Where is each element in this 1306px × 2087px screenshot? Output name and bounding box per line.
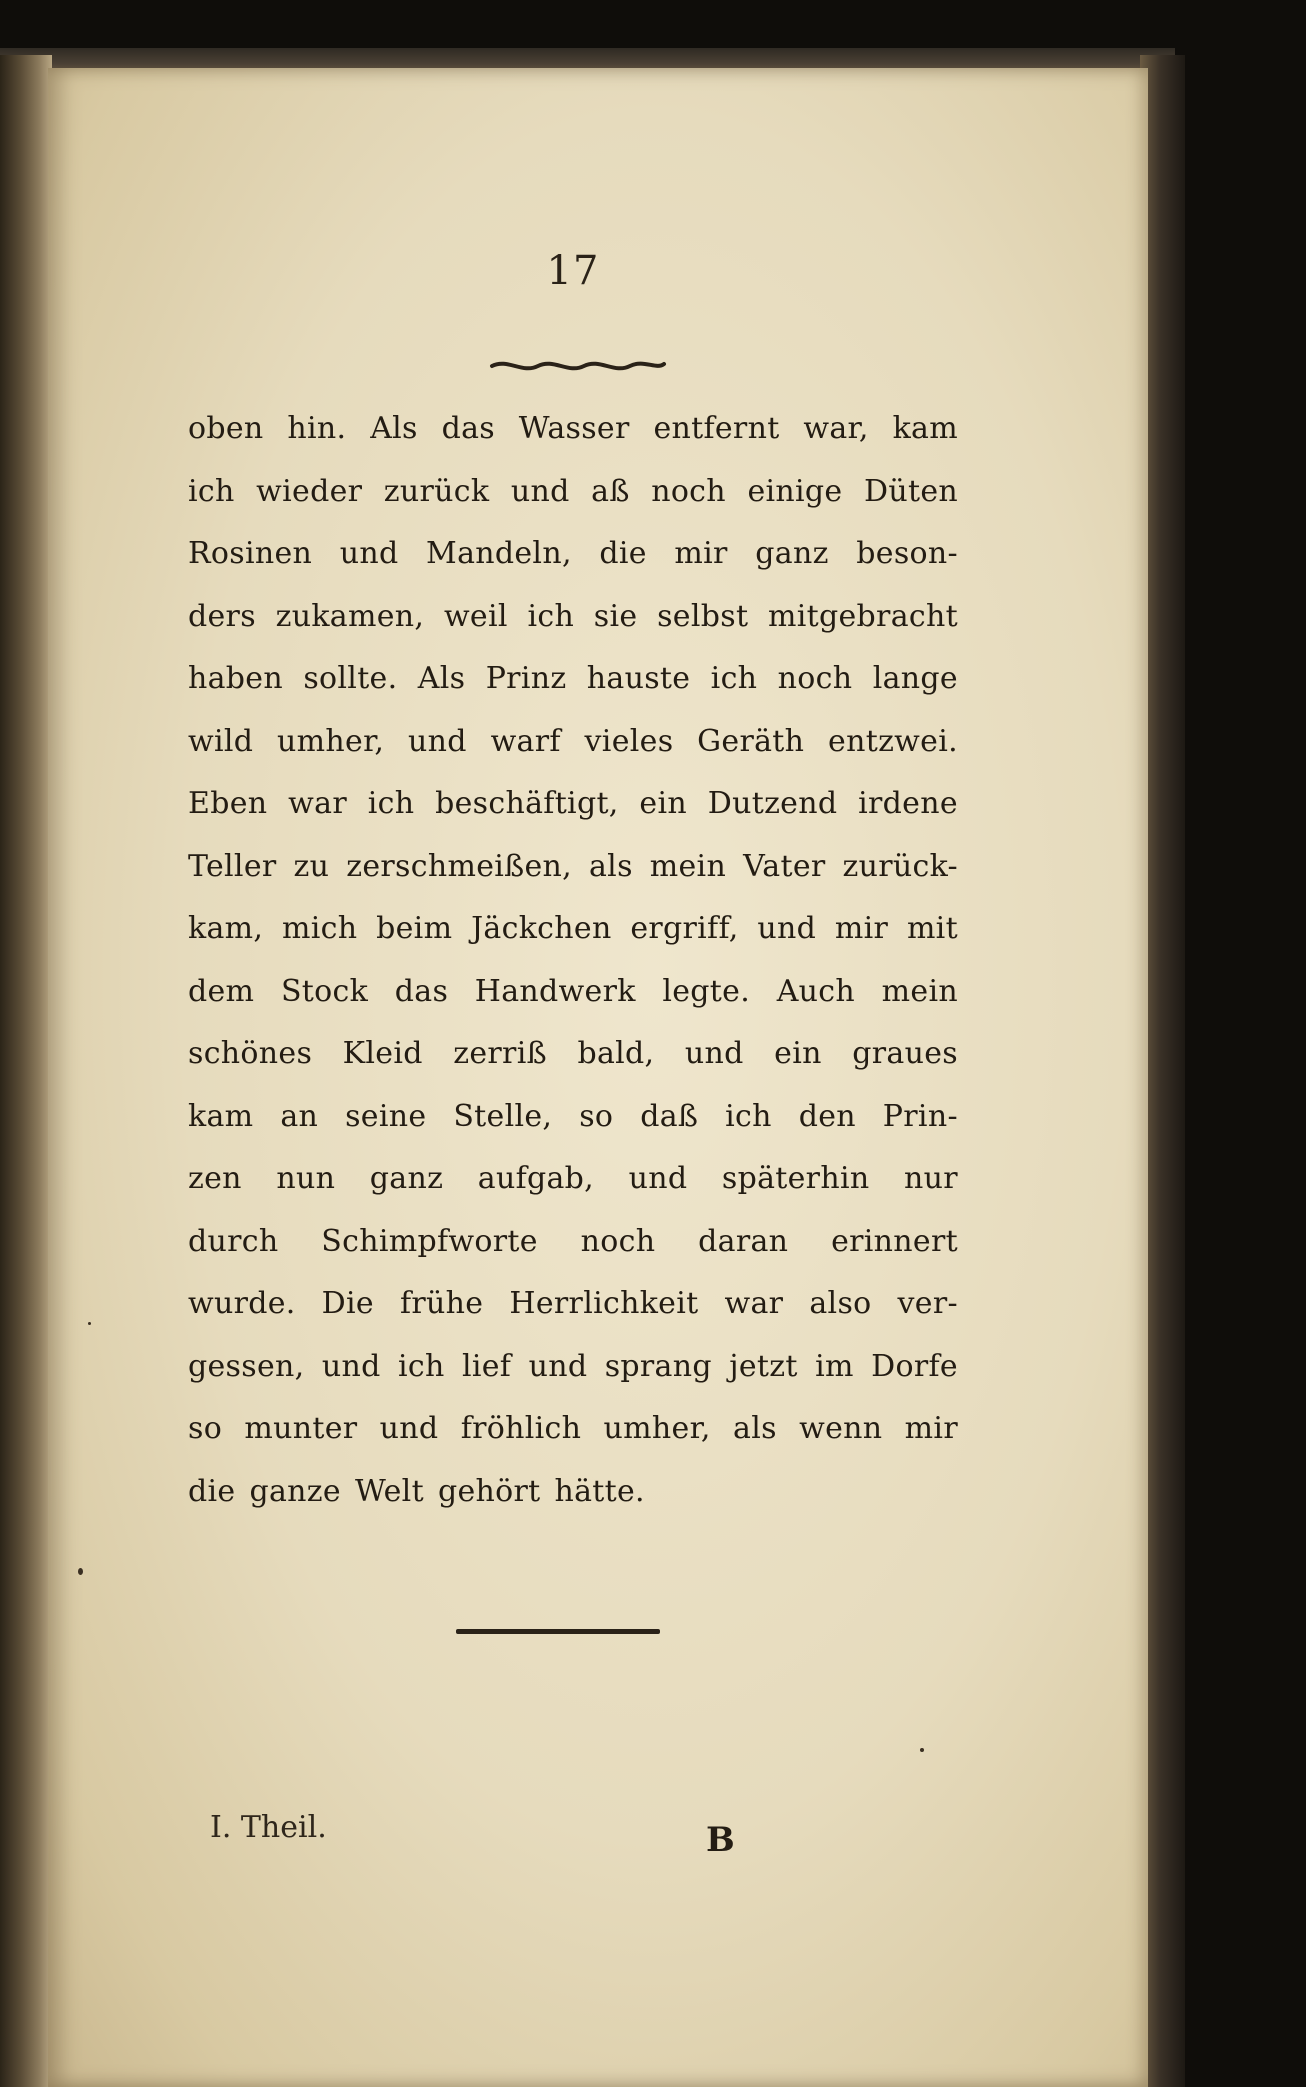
- text-word: Dutzend: [707, 786, 838, 821]
- text-word: gehört: [437, 1473, 541, 1509]
- text-word: umher,: [277, 723, 385, 759]
- text-line: [188, 1336, 958, 1399]
- text-word: aß: [591, 473, 630, 509]
- text-word: das: [394, 973, 449, 1009]
- text-word: sprang: [604, 1348, 712, 1384]
- text-line: [188, 898, 958, 961]
- text-line: [188, 961, 958, 1024]
- text-word: mir: [834, 911, 889, 946]
- text-word: mit: [906, 911, 958, 946]
- text-word: entfernt: [653, 411, 780, 446]
- text-word: ein: [774, 1036, 822, 1071]
- signature-mark: I. Theil.: [210, 1810, 327, 1845]
- text-word: ich: [710, 661, 758, 696]
- text-word: wild: [188, 723, 254, 759]
- text-word: hauste: [586, 661, 691, 696]
- text-word: noch: [777, 661, 853, 696]
- text-word: kam: [188, 1098, 254, 1134]
- text-word: Als: [370, 411, 418, 446]
- text-word: wenn: [799, 1411, 883, 1446]
- text-word: erinnert: [831, 1223, 958, 1259]
- section-rule: [456, 1629, 660, 1634]
- text-word: durch: [188, 1223, 279, 1259]
- text-word: hin.: [287, 411, 347, 446]
- text-word: Schimpfworte: [321, 1223, 538, 1259]
- text-line: [188, 836, 958, 899]
- text-word: sie: [593, 598, 638, 634]
- text-word: ich: [527, 598, 575, 634]
- body-text: [188, 398, 958, 1523]
- text-word: als: [588, 848, 633, 884]
- text-word: und: [528, 1348, 588, 1384]
- text-word: gessen,: [188, 1348, 305, 1384]
- text-word: und: [321, 1348, 381, 1384]
- text-word: ganz: [369, 1161, 444, 1196]
- text-word: Dorfe: [871, 1348, 958, 1384]
- text-word: legte.: [662, 973, 751, 1009]
- book-gutter-left: [0, 55, 52, 2087]
- text-word: aufgab,: [477, 1161, 595, 1196]
- text-word: späterhin: [721, 1161, 870, 1196]
- text-word: fröhlich: [460, 1411, 582, 1446]
- text-word: beson-: [856, 536, 958, 571]
- text-word: warf: [490, 723, 561, 759]
- text-word: ver-: [897, 1286, 958, 1321]
- text-word: Kleid: [342, 1036, 423, 1071]
- text-line: [188, 711, 958, 774]
- text-word: also: [809, 1286, 872, 1321]
- text-word: entzwei.: [828, 723, 958, 759]
- text-word: noch: [580, 1223, 656, 1259]
- text-word: und: [510, 473, 570, 509]
- text-word: lange: [872, 661, 958, 696]
- text-word: Handwerk: [474, 973, 636, 1009]
- text-word: dem: [188, 973, 255, 1009]
- text-word: Welt: [354, 1473, 424, 1509]
- text-word: seine: [345, 1098, 427, 1134]
- text-word: die: [188, 1473, 236, 1509]
- text-word: Mandeln,: [426, 536, 572, 571]
- text-word: bald,: [577, 1036, 655, 1071]
- text-word: und: [628, 1161, 688, 1196]
- text-word: wieder: [256, 473, 363, 509]
- text-line: [188, 586, 958, 649]
- text-word: ich: [397, 1348, 445, 1384]
- text-word: oben: [188, 411, 264, 446]
- text-word: daß: [640, 1098, 699, 1134]
- text-word: Prinz: [485, 661, 567, 696]
- text-word: weil: [443, 598, 508, 634]
- paper-speck: [78, 1568, 83, 1575]
- text-word: Düten: [863, 473, 958, 509]
- text-word: so: [188, 1411, 223, 1446]
- text-line: [188, 773, 958, 836]
- text-word: ich: [367, 786, 415, 821]
- text-word: war: [288, 786, 347, 821]
- ornament-flourish: [488, 356, 668, 376]
- text-word: ich: [725, 1098, 772, 1134]
- text-word: ders: [188, 598, 256, 634]
- text-word: im: [815, 1348, 854, 1384]
- text-word: daran: [698, 1223, 789, 1259]
- text-word: wurde.: [188, 1286, 296, 1321]
- text-word: an: [280, 1098, 319, 1134]
- text-word: graues: [852, 1036, 958, 1071]
- text-word: ein: [639, 786, 687, 821]
- text-word: jetzt: [729, 1348, 798, 1384]
- page-number: 17: [546, 248, 600, 294]
- text-word: und: [339, 536, 399, 571]
- text-word: kam,: [188, 911, 264, 946]
- text-word: ergriff,: [630, 911, 739, 946]
- text-word: Die: [321, 1286, 374, 1321]
- text-word: schönes: [188, 1036, 313, 1071]
- text-word: irdene: [858, 786, 958, 821]
- text-word: haben: [188, 661, 283, 696]
- text-line: [188, 1086, 958, 1149]
- text-line: [188, 1461, 958, 1524]
- text-word: einige: [747, 473, 843, 509]
- text-word: Rosinen: [188, 536, 313, 571]
- text-word: die: [599, 536, 647, 571]
- text-word: beim: [376, 911, 453, 946]
- sheet-letter: B: [706, 1820, 735, 1860]
- text-word: Eben: [188, 786, 268, 821]
- text-word: zurück: [383, 473, 490, 509]
- text-line: [188, 648, 958, 711]
- text-word: zurück-: [842, 848, 958, 884]
- text-word: als: [733, 1411, 777, 1446]
- text-word: Teller: [188, 848, 277, 884]
- text-word: lief: [461, 1348, 512, 1384]
- text-word: noch: [651, 473, 726, 509]
- text-word: Stelle,: [453, 1098, 553, 1134]
- text-word: zerriß: [453, 1036, 547, 1071]
- text-word: vieles: [584, 723, 674, 759]
- text-word: kam: [892, 411, 958, 446]
- paper-speck: [920, 1748, 924, 1752]
- text-word: und: [684, 1036, 744, 1071]
- text-word: frühe: [400, 1286, 484, 1321]
- text-word: so: [579, 1098, 614, 1134]
- text-line: [188, 1273, 958, 1336]
- text-word: zukamen,: [275, 598, 425, 634]
- text-word: nun: [276, 1161, 336, 1196]
- text-word: Wasser: [518, 411, 630, 446]
- text-word: mir: [904, 1411, 958, 1446]
- text-word: nur: [904, 1161, 958, 1196]
- text-word: Jäckchen: [471, 911, 612, 946]
- text-line: [188, 1398, 958, 1461]
- text-word: hätte.: [554, 1473, 645, 1509]
- text-line: [188, 398, 958, 461]
- text-word: mein: [881, 973, 958, 1009]
- text-word: mich: [282, 911, 358, 946]
- text-word: war: [724, 1286, 784, 1321]
- text-word: mitgebracht: [768, 598, 958, 634]
- text-word: Als: [417, 661, 466, 696]
- text-word: und: [379, 1411, 439, 1446]
- text-line: [188, 461, 958, 524]
- text-word: Prin-: [882, 1098, 958, 1134]
- text-word: ganz: [755, 536, 829, 571]
- text-word: mir: [674, 536, 728, 571]
- text-word: Stock: [280, 973, 369, 1009]
- text-word: und: [408, 723, 467, 759]
- text-line: [188, 1148, 958, 1211]
- text-line: [188, 1023, 958, 1086]
- text-line: [188, 1211, 958, 1274]
- text-word: ich: [188, 473, 235, 509]
- text-word: war,: [803, 411, 869, 446]
- text-word: mein: [649, 848, 727, 884]
- text-word: zu: [293, 848, 330, 884]
- book-page: [48, 68, 1148, 2087]
- text-word: sollte.: [303, 661, 398, 696]
- text-word: und: [757, 911, 817, 946]
- text-word: zen: [188, 1161, 242, 1196]
- text-word: zerschmeißen,: [346, 848, 572, 884]
- text-word: ganze: [249, 1473, 341, 1509]
- text-word: Vater: [743, 848, 826, 884]
- text-word: beschäftigt,: [435, 786, 619, 821]
- text-line: [188, 523, 958, 586]
- text-word: Herrlichkeit: [509, 1286, 699, 1321]
- text-word: das: [441, 411, 495, 446]
- text-word: munter: [244, 1411, 358, 1446]
- paper-speck: [88, 1322, 91, 1325]
- text-word: umher,: [603, 1411, 711, 1446]
- text-word: den: [798, 1098, 856, 1134]
- text-word: Geräth: [697, 723, 805, 759]
- text-word: Auch: [776, 973, 856, 1009]
- text-word: selbst: [657, 598, 749, 634]
